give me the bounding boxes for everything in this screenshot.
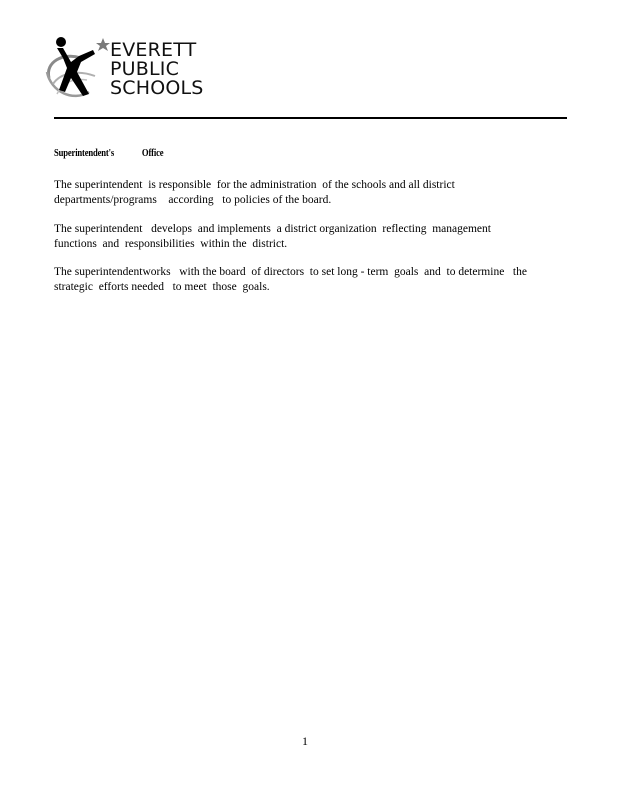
paragraph-goals <box>54 265 554 294</box>
paragraph-organization <box>54 222 554 251</box>
page-number: 1 <box>302 734 308 748</box>
section-heading <box>54 148 163 159</box>
logo-line-1: EVERETT <box>110 39 197 61</box>
header-divider <box>54 117 567 119</box>
paragraph-line: strategic efforts needed to meet those goals. <box>54 280 270 293</box>
paragraph-responsibility <box>54 178 554 207</box>
logo-figure-icon <box>43 32 115 104</box>
logo-line-2: PUBLIC <box>110 58 180 80</box>
paragraph-line: functions and responsibilities within the district. <box>54 237 288 250</box>
paragraph-line: departments/programs according to policies of the board. <box>54 193 332 206</box>
paragraph-line: The superintendent is responsible for the administration of the schools and all district <box>54 179 455 191</box>
everett-public-schools-logo <box>43 32 218 104</box>
paragraph-line: The superintendentworks with the board of directors to set long - term goals and to determine the <box>54 266 527 278</box>
section-heading-part-1: Superintendent's <box>54 148 115 159</box>
logo-line-3: SCHOOLS <box>110 77 204 99</box>
paragraph-line: The superintendent develops and implements a district organization reflecting management <box>54 223 491 235</box>
logo-wordmark <box>110 41 204 98</box>
section-heading-part-2: Office <box>141 148 164 159</box>
